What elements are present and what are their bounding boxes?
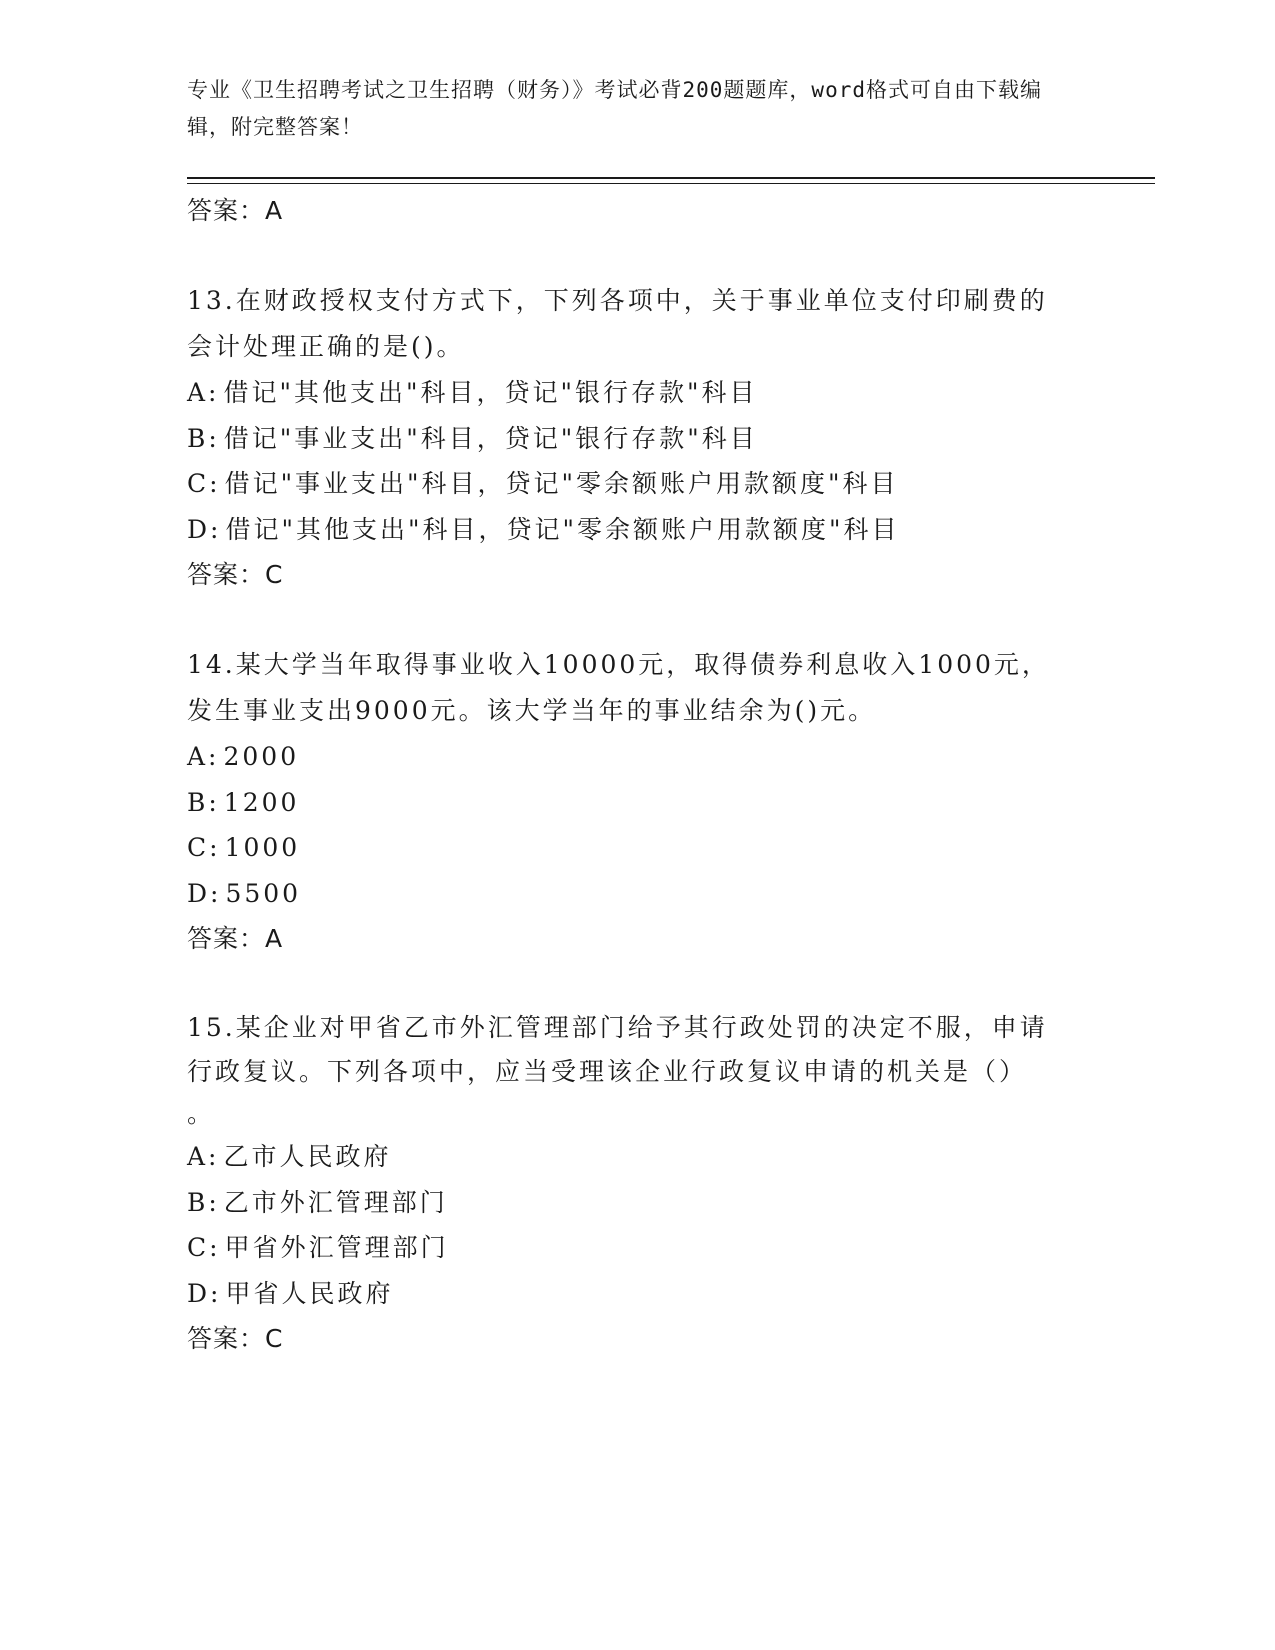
question-number: 13. (187, 286, 236, 315)
option-text: 1200 (223, 787, 300, 817)
question-14 (187, 642, 1107, 962)
answer-line: 答案：A (187, 924, 284, 953)
option-a (187, 370, 1107, 416)
option-text: 借记"事业支出"科目，贷记"银行存款"科目 (223, 423, 758, 453)
option-letter: B: (187, 423, 220, 453)
option-letter: C: (187, 469, 221, 498)
question-text (187, 1006, 1067, 1094)
previous-answer: 答案：A (187, 196, 284, 225)
option-text: 借记"其他支出"科目，贷记"银行存款"科目 (223, 378, 758, 407)
question-text-tail: 。 (187, 1099, 213, 1128)
option-letter: B: (187, 1187, 220, 1217)
answer-line: 答案：C (187, 1324, 284, 1353)
option-d (187, 507, 1107, 553)
option-letter: C: (187, 1233, 221, 1262)
question-body: 某企业对甲省乙市外汇管理部门给予其行政处罚的决定不服，申请行政复议。下列各项中，应当受理该企业行政复议申请的机关是（） (187, 1013, 1048, 1086)
option-text: 借记"其他支出"科目，贷记"零余额账户用款额度"科目 (225, 514, 900, 544)
option-text: 借记"事业支出"科目，贷记"零余额账户用款额度"科目 (224, 469, 899, 498)
option-d (187, 1271, 1107, 1317)
option-text: 甲省人民政府 (225, 1278, 394, 1308)
option-letter: D: (187, 514, 222, 544)
question-number: 14. (187, 650, 236, 679)
option-letter: D: (187, 1278, 222, 1308)
question-13 (187, 278, 1107, 598)
option-b (187, 1180, 1107, 1226)
option-c (187, 461, 1107, 507)
document-body (187, 188, 1107, 1362)
option-a (187, 1134, 1107, 1180)
answer-line: 答案：C (187, 560, 284, 589)
option-text: 乙市外汇管理部门 (223, 1187, 448, 1217)
option-a (187, 734, 1107, 780)
option-text: 1000 (224, 833, 301, 862)
question-text (187, 278, 1067, 370)
option-b (187, 416, 1107, 462)
question-15 (187, 1006, 1107, 1362)
option-letter: A: (187, 742, 220, 771)
option-letter: A: (187, 378, 220, 407)
question-body: 某大学当年取得事业收入10000元，取得债券利息收入1000元，发生事业支出9000元。该大学当年的事业结余为()元。 (187, 650, 1050, 725)
header-divider (187, 177, 1155, 184)
option-letter: A: (187, 1142, 220, 1171)
option-c (187, 1225, 1107, 1271)
option-letter: C: (187, 833, 221, 862)
option-c (187, 825, 1107, 871)
option-letter: D: (187, 878, 222, 908)
option-d (187, 871, 1107, 917)
option-text: 5500 (225, 878, 302, 908)
option-letter: B: (187, 787, 220, 817)
option-text: 甲省外汇管理部门 (224, 1233, 449, 1262)
option-text: 乙市人民政府 (223, 1142, 392, 1171)
document-header: 专业《卫生招聘考试之卫生招聘（财务）》考试必背200题题库，word格式可自由下载编辑，附完整答案！ (187, 78, 1042, 139)
option-text: 2000 (223, 742, 300, 771)
question-number: 15. (187, 1013, 236, 1042)
question-body: 在财政授权支付方式下，下列各项中，关于事业单位支付印刷费的会计处理正确的是()。 (187, 286, 1048, 361)
question-text (187, 642, 1067, 734)
option-b (187, 780, 1107, 826)
